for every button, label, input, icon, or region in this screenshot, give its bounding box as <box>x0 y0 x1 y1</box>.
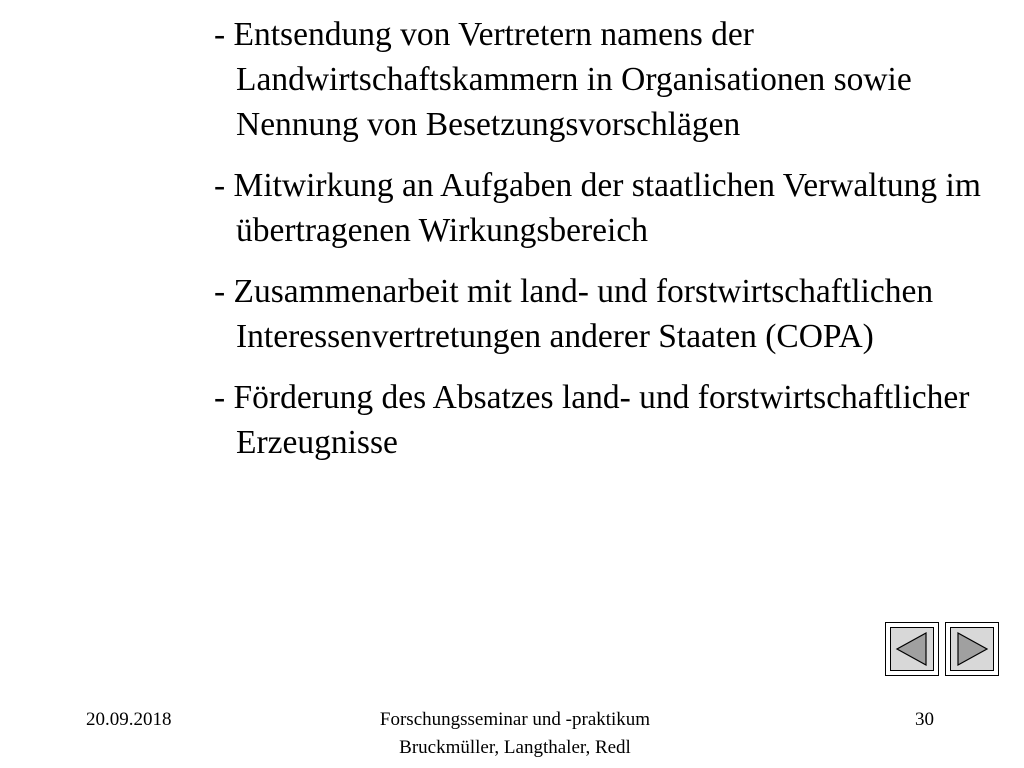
triangle-right-icon <box>952 629 992 669</box>
page-number: 30 <box>915 709 934 730</box>
triangle-left-icon <box>892 629 932 669</box>
footer-date: 20.09.2018 <box>86 709 172 730</box>
next-slide-button[interactable] <box>945 622 999 676</box>
bullet-item-zusammenarbeit: - Zusammenarbeit mit land- und forstwirtschaftlichen Interessenvertretungen anderer Staaten (COPA) <box>214 273 934 355</box>
bullet-item-foerderung: - Förderung des Absatzes land- und forstwirtschaftlicher Erzeugnisse <box>214 379 970 461</box>
footer-title-line-1: Forschungsseminar und -praktikum <box>379 709 651 730</box>
slide-navigation <box>885 622 999 676</box>
bullet-item-mitwirkung: - Mitwirkung an Aufgaben der staatlichen Verwaltung im übertragenen Wirkungsbereich <box>214 167 981 249</box>
previous-slide-button[interactable] <box>885 622 939 676</box>
bullet-item-entsendung: - Entsendung von Vertretern namens der Landwirtschaftskammern in Organisationen sowie Nennung von Besetzungsvorschlägen <box>214 16 912 143</box>
footer-title-line-2: Bruckmüller, Langthaler, Redl <box>399 737 631 758</box>
slide-body <box>214 12 1004 481</box>
footer-title <box>330 706 700 762</box>
